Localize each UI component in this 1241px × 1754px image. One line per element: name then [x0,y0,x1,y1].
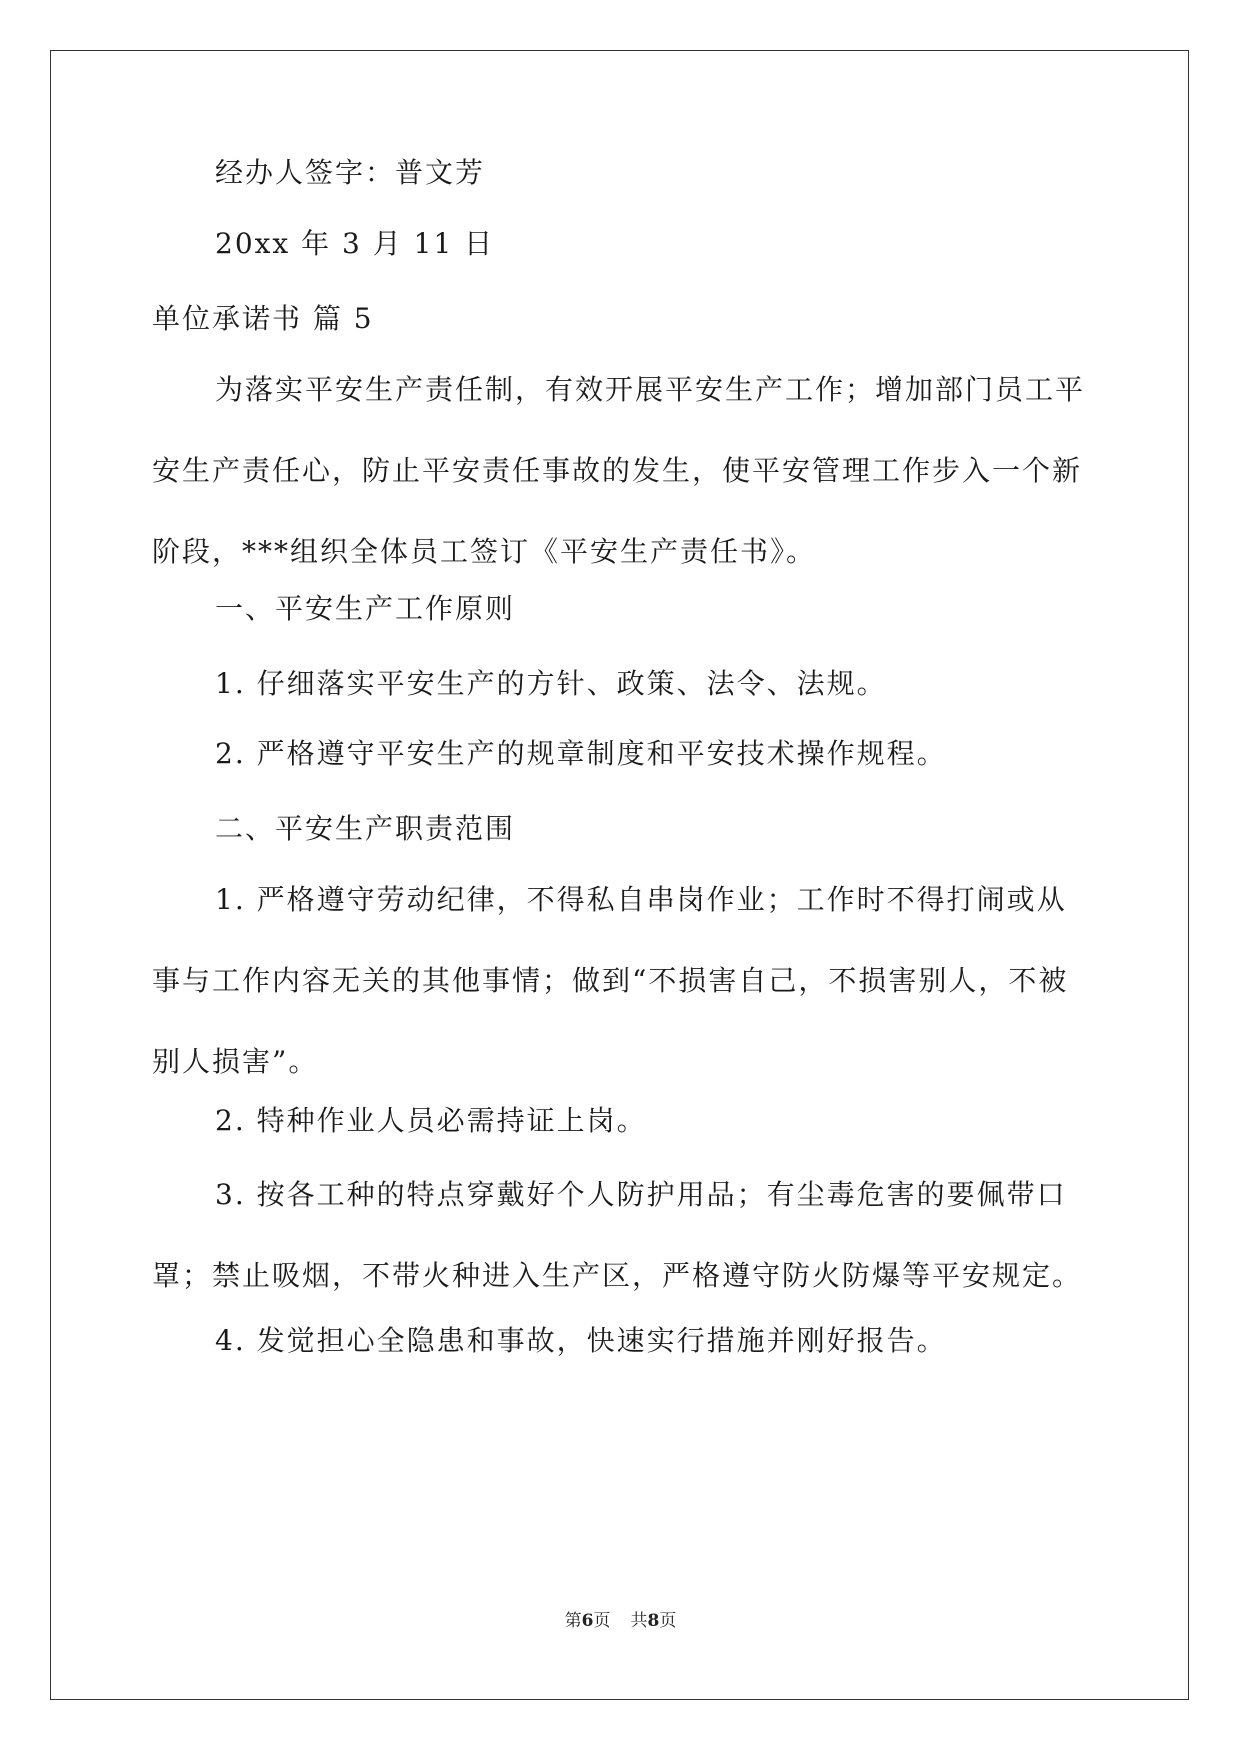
signature-line: 经办人签字：普文芳 [215,156,486,189]
duty-item-1: 1. 严格遵守劳动纪律，不得私自串岗作业；工作时不得打闹或从事与工作内容无关的其他事情；做到“不损害自己，不损害别人，不被别人损害”。 [152,883,1069,1078]
principle-item-2: 2. 严格遵守平安生产的规章制度和平安技术操作规程。 [215,737,947,770]
duty-item-2: 2. 特种作业人员必需持证上岗。 [215,1104,647,1137]
heading-principles: 一、平安生产工作原则 [215,592,516,625]
page-prefix: 第 [564,1611,582,1631]
intro-paragraph: 为落实平安生产责任制，有效开展平安生产工作；增加部门员工平安生产责任心，防止平安责任事故的发生，使平安管理工作步入一个新阶段，***组织全体员工签订《平安生产责任书》。 [152,373,1086,568]
total-prefix: 共 [630,1611,648,1631]
heading-duties: 二、平安生产职责范围 [215,812,516,845]
current-page-number: 6 [581,1611,594,1631]
duty-item-4: 4. 发觉担心全隐患和事故，快速实行措施并刚好报告。 [215,1324,947,1357]
total-page-number: 8 [647,1611,660,1631]
total-unit: 页 [659,1611,677,1631]
page-unit: 页 [593,1611,611,1631]
page-footer [0,1606,1241,1631]
date-line: 20xx 年 3 月 11 日 [215,227,495,260]
duty-item-3: 3. 按各工种的特点穿戴好个人防护用品；有尘毒危害的要佩带口罩；禁止吸烟，不带火种进入生产区，严格遵守防火防爆等平安规定。 [152,1178,1083,1292]
section-title: 单位承诺书 篇 5 [152,302,374,335]
principle-item-1: 1. 仔细落实平安生产的方针、政策、法令、法规。 [215,667,887,700]
